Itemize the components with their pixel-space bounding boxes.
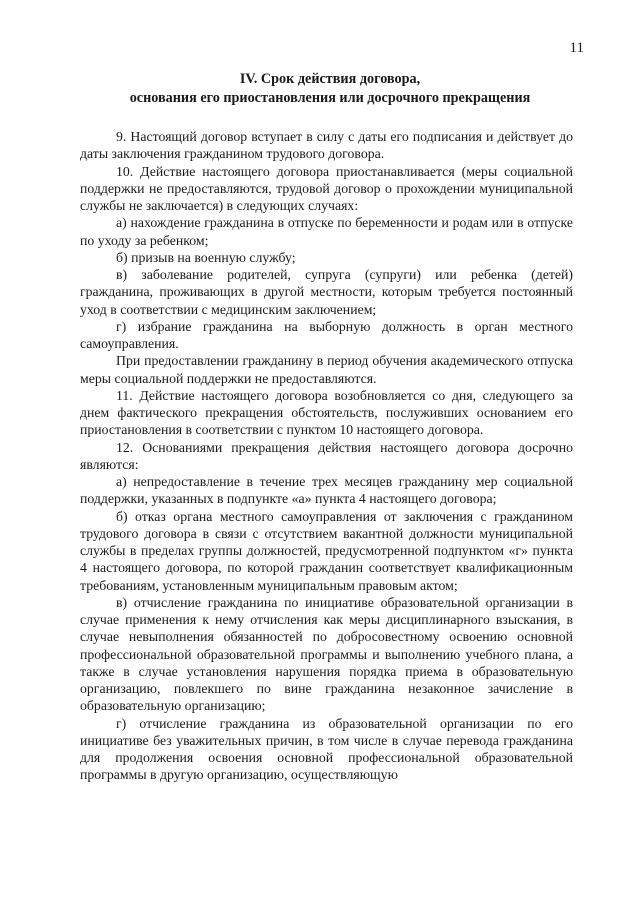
paragraph-11: 11. Действие настоящего договора возобновляется со дня, следующего за днем фактического прекращения обстоятельств, послуживших основанием его приостановления в соответствии с пунктом 10 настоящего договора. [80,387,573,438]
section-heading [80,70,580,108]
section-heading-line-2: основания его приостановления или досрочного прекращения [129,90,531,106]
paragraph-academic-leave: При предоставлении гражданину в период обучения академического отпуска меры социальной поддержки не предоставляются. [80,353,573,386]
paragraph-12-item-a: а) непредоставление в течение трех месяцев гражданину мер социальной поддержки, указанных в подпункте «а» пункта 4 настоящего договора; [80,474,573,507]
paragraph-10-item-v: в) заболевание родителей, супруга (супруги) или ребенка (детей) гражданина, проживающих в другой местности, которым требуется постоянный уход в соответствии с медицинским заключением; [80,267,573,317]
paragraph-12: 12. Основаниями прекращения действия настоящего договора досрочно являются: [80,439,573,472]
paragraph-10-item-a: а) нахождение гражданина в отпуске по беременности и родам или в отпуске по уходу за ребенком; [80,215,573,248]
paragraph-12-item-g: г) отчисление гражданина из образовательной организации по его инициативе без уважительных причин, в том числе в случае перевода гражданина для продолжения освоения основной профессиональной образовательной программы в другую организацию, осуществляющую [80,715,573,783]
paragraph-10: 10. Действие настоящего договора приостанавливается (меры социальной поддержки не предоставляются, трудовой договор о прохождении муниципальной службы не заключается) в следующих случаях: [80,163,573,213]
paragraph-9: 9. Настоящий договор вступает в силу с даты его подписания и действует до даты заключения гражданином трудового договора. [80,129,573,162]
paragraph-10-item-g: г) избрание гражданина на выборную должность в орган местного самоуправления. [80,318,573,351]
page-number: 11 [569,40,584,56]
section-heading-line-1: IV. Срок действия договора, [239,71,421,87]
paragraph-12-item-b: б) отказ органа местного самоуправления от заключения с гражданином трудового договора в связи с отсутствием вакантной должности муниципальной службы в пределах группы должностей, предусмотренной подпунктом «г» пункта 4 настоящего договора, по которой гражданин соответствует квалификационным требованиям, установленным муниципальным правовым актом; [80,508,573,593]
paragraph-12-item-v: в) отчисление гражданина по инициативе образовательной организации в случае применения к нему отчисления как меры дисциплинарного взыскания, в случае невыполнения обязанностей по добросовестному освоению основной профессиональной образовательной программы и выполнению учебного плана, а также в случае установления нарушения порядка приема в образовательную организацию, повлекшего по вине гражданина незаконное зачисление в образовательную организацию; [80,594,573,714]
paragraph-10-item-b: б) призыв на военную службу; [116,249,296,265]
body-text [80,128,573,784]
